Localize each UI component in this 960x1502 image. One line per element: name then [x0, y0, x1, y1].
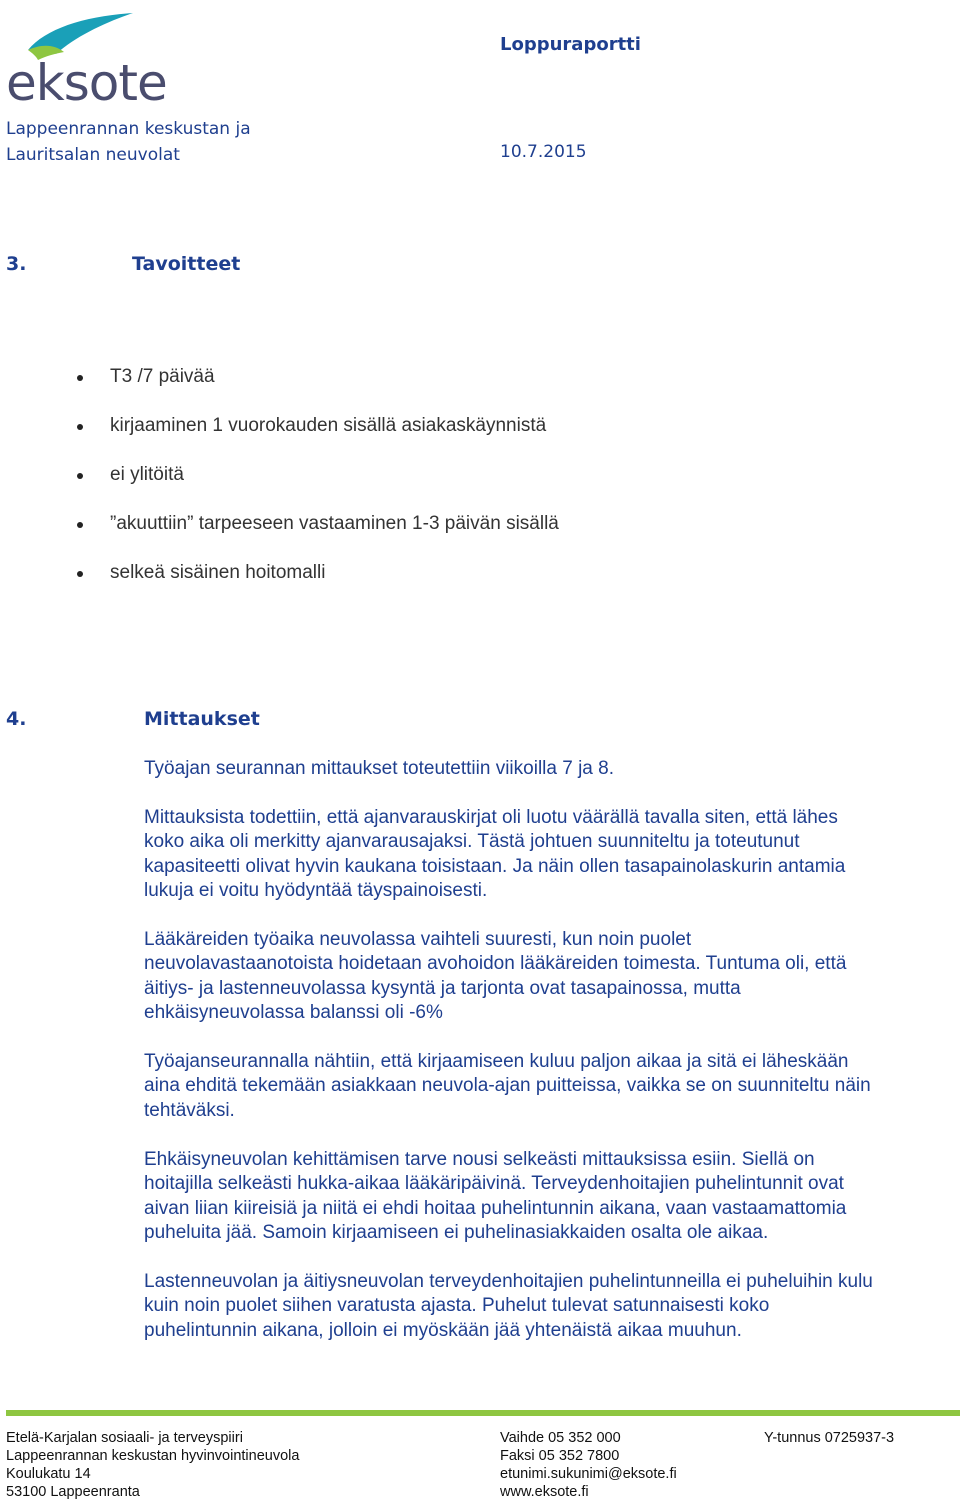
footer-email-link[interactable]: etunimi.sukunimi@eksote.fi — [500, 1466, 677, 1482]
bullet-icon — [77, 375, 83, 381]
paragraph-recording: Työajanseurannalla nähtiin, että kirjaamiseen kuluu paljon aikaa ja sitä ei läheskään aina ehditä tekemään asiakkaan neuvola-ajan puitteissa, vaikka se on suunniteltu näin tehtäväksi. — [144, 1051, 871, 1121]
list-item: selkeä sisäinen hoitomalli — [70, 562, 559, 611]
report-title: Loppuraportti — [500, 34, 641, 55]
list-item: kirjaaminen 1 vuorokauden sisällä asiakaskäynnistä — [70, 415, 559, 464]
section-4-number: 4. — [6, 708, 27, 730]
list-item: ”akuuttiin” tarpeeseen vastaaminen 1-3 päivän sisällä — [70, 513, 559, 562]
bullet-icon — [77, 424, 83, 430]
footer-business-id: Y-tunnus 0725937-3 — [764, 1430, 895, 1446]
list-item: T3 /7 päivää — [70, 366, 559, 415]
footer-contacts: Vaihde 05 352 000 Faksi 05 352 7800 etunimi.sukunimi@eksote.fi www.eksote.fi — [500, 1430, 677, 1500]
bullet-icon — [77, 571, 83, 577]
footer-address: Etelä-Karjalan sosiaali- ja terveyspiiri Lappeenrannan keskustan hyvinvointineuvola Koulukatu 14 53100 Lappeenranta — [6, 1430, 300, 1500]
section-3-number: 3. — [6, 253, 27, 275]
organization-line-2: Lauritsalan neuvolat — [6, 145, 180, 165]
organization-name — [6, 116, 251, 168]
paragraph-contraception: Ehkäisyneuvolan kehittämisen tarve nousi selkeästi mittauksissa esiin. Siellä on hoitajilla selkeästi hukka-aikaa lääkäripäivinä. Terveydenhoitajien puhelintunnit ovat aivan liian kiireisiä ja niitä ei ehdi hoitaa puhelintunnin aikana, vaan vastaamattomia puheluita jää. Samoin kirjaamiseen ei puhelinasiakkaiden osalta ole aikaa. — [144, 1149, 847, 1244]
section-4-title: Mittaukset — [144, 708, 260, 730]
goals-list — [70, 366, 559, 611]
paragraph-phone-hours: Lastenneuvolan ja äitiysneuvolan terveydenhoitajien puhelintunneilla ei puheluihin kulu kuin noin puolet siihen varatusta ajasta. Puhelut tulevat satunnaisesti koko puhelintunnin aikana, jolloin ei myöskään jää yhtenäistä aikaa muuhun. — [144, 1271, 873, 1341]
organization-line-1: Lappeenrannan keskustan ja — [6, 119, 251, 139]
paragraph-doctors: Lääkäreiden työaika neuvolassa vaihteli suuresti, kun noin puolet neuvolavastaanotoista hoidetaan avohoidon lääkäreiden toimesta. Tuntuma oli, että äitiys- ja lastenneuvolassa kysyntä ja tarjonta ovat tasapainossa, mutta ehkäisyneuvolassa balanssi oli -6% — [144, 929, 847, 1024]
eksote-logo — [6, 8, 167, 112]
paragraph-findings: Mittauksista todettiin, että ajanvarauskirjat oli luotu väärällä tavalla siten, että lähes koko aika oli merkitty ajanvarausajaksi. Tästä johtuen suunniteltu ja toteutunut kapasiteetti olivat hyvin kaukana toisistaan. Ja näin ollen tasapainolaskurin antamia lukuja ei voitu hyödyntää täyspainoisesti. — [144, 807, 846, 902]
section-3-title: Tavoitteet — [132, 253, 241, 275]
measurements-intro: Työajan seurannan mittaukset toteutettiin viikoilla 7 ja 8. — [144, 758, 614, 779]
footer-website-link[interactable]: www.eksote.fi — [500, 1484, 589, 1500]
bullet-icon — [77, 473, 83, 479]
list-item: ei ylitöitä — [70, 464, 559, 513]
logo-wordmark: eksote — [6, 54, 167, 112]
bullet-icon — [77, 522, 83, 528]
footer-divider — [6, 1410, 960, 1416]
report-date: 10.7.2015 — [500, 142, 587, 162]
